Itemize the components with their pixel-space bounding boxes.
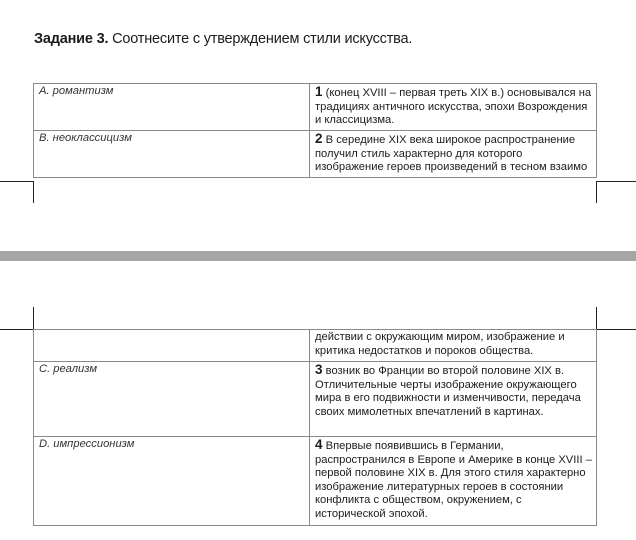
table-row	[34, 362, 597, 437]
task-label: Задание 3.	[34, 31, 109, 47]
corner-mark-right	[596, 181, 636, 182]
style-cell: A. романтизм	[34, 84, 310, 131]
statement-continuation: действии с окружающим миром, изображение и критика недостатков и пороков общества.	[310, 330, 597, 362]
statement-text: В середине XIX века широкое распространение получил стиль характерно для которого изображение героев произведений в тесном взаимо	[315, 134, 588, 173]
corner-mark-left-vertical-2	[33, 307, 34, 329]
corner-mark-right-vertical	[596, 181, 597, 203]
table-row	[34, 330, 597, 362]
statement-number: 3	[315, 362, 323, 377]
table-row	[34, 437, 597, 526]
corner-mark-left-2	[0, 329, 33, 330]
style-cell: D. импрессионизм	[34, 437, 310, 526]
style-cell-empty	[34, 330, 310, 362]
statement-cell	[310, 362, 597, 437]
statement-number: 1	[315, 84, 323, 99]
statement-text: Впервые появившись в Германии, распространился в Европе и Америке в конце XVIII – первой половине XIX в. Для этого стиля характерно изображение литературных героев в состоянии конфликта с обществом, окружением, с исторической эпохой.	[315, 440, 592, 520]
corner-mark-left	[0, 181, 33, 182]
table-row	[34, 131, 597, 178]
statement-text: возник во Франции во второй половине XIX в. Отличительные черты изображение окружающего мира в его подвижности и изменчивости, передача своих мимолетных впечатлений в картинах.	[315, 365, 581, 418]
task-title	[34, 31, 412, 47]
task-text: Соотнесите с утверждением стили искусства.	[112, 31, 413, 47]
page-separator	[0, 251, 636, 261]
statement-number: 4	[315, 437, 323, 452]
table-row	[34, 84, 597, 131]
statement-cell	[310, 131, 597, 178]
matching-table-page-2	[33, 329, 597, 526]
style-cell: C. реализм	[34, 362, 310, 437]
corner-mark-right-vertical-2	[596, 307, 597, 329]
style-cell: B. неоклассицизм	[34, 131, 310, 178]
statement-cell	[310, 437, 597, 526]
statement-number: 2	[315, 131, 323, 146]
corner-mark-right-2	[596, 329, 636, 330]
statement-cell	[310, 84, 597, 131]
matching-table-page-1	[33, 83, 597, 178]
corner-mark-left-vertical	[33, 181, 34, 203]
statement-text: (конец XVIII – первая треть XIX в.) основывался на традициях античного искусства, эпохи Возрождения и классицизма.	[315, 87, 592, 126]
